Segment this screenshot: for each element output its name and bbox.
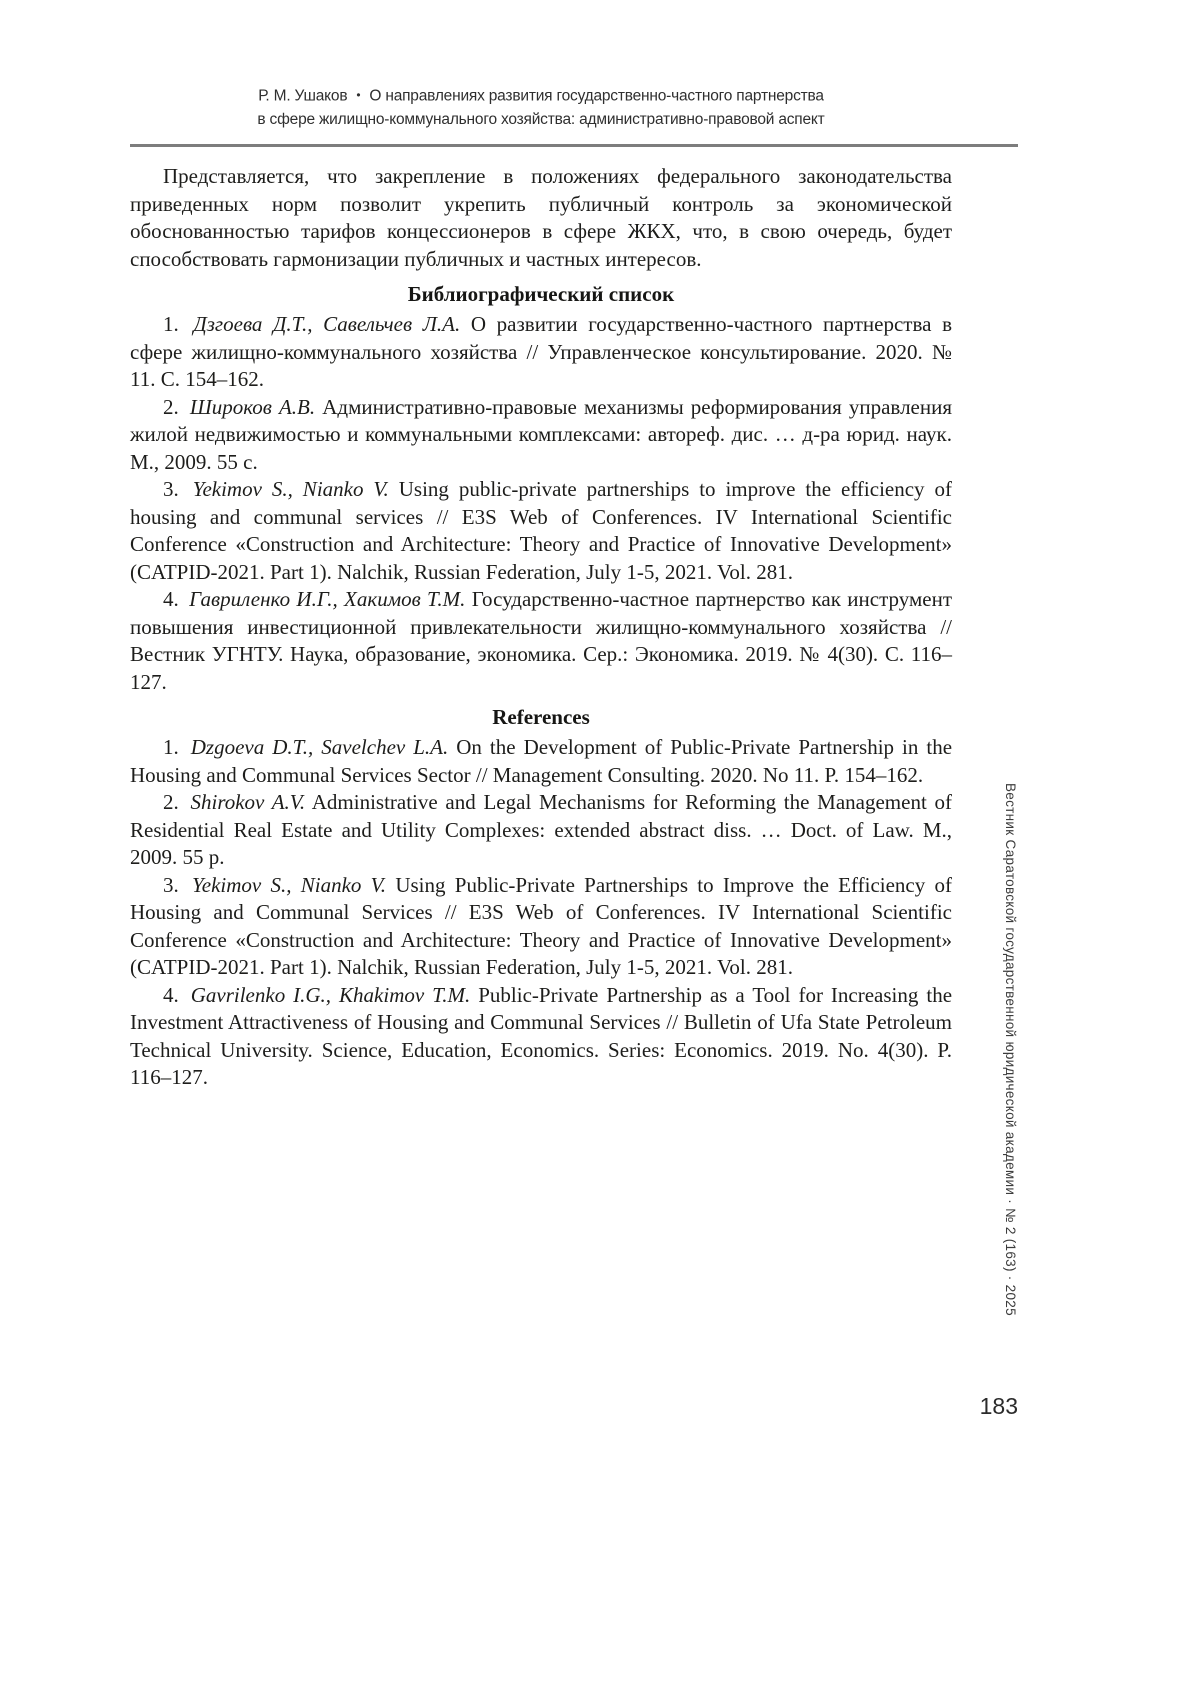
ref-text: Public-Private Partnership as a Tool for Increasing the Investment Attractiveness of Housing and Communal Services // Bulletin of Ufa State Petroleum Technical University. Science, Education, Economics. Series: Economics. 2019. No. 4(30). P. 116–127. [130, 982, 953, 1089]
ref-number: 1. [163, 735, 179, 759]
ref-text: Using public-private partnerships to improve the efficiency of housing and communal services // E3S Web of Conferences. IV International Scientific Conference «Construction and Architecture: Theory and Practice of Innovative Development» (CATPID-2021. Part 1). Nalchik, Russian Federation, July 1-5, 2021. Vol. 281. [130, 477, 953, 584]
ref-text: О развитии государственно-частного партнерства в сфере жилищно-коммунального хозяйства // Управленческое консультирование. 2020. № 11. С. 154–162. [130, 312, 952, 391]
page-number: 183 [979, 1393, 1018, 1419]
bibliography-item [130, 311, 952, 394]
running-head-line2 [130, 108, 952, 131]
author-name: Р. М. Ушаков [258, 87, 348, 105]
header-rule [130, 144, 1018, 147]
ref-authors: Гавриленко И.Г., Хакимов Т.М. [189, 587, 466, 611]
bullet-separator: • [356, 88, 361, 102]
ref-number: 3. [163, 872, 179, 897]
ref-number: 2. [163, 790, 179, 814]
reference-item [130, 872, 952, 982]
ref-authors: Shirokov A.V. [190, 790, 306, 814]
bibliography-item [130, 476, 952, 586]
article-content [130, 163, 952, 1092]
running-head-line1 [130, 84, 952, 108]
ref-text: Государственно-частное партнерство как инструмент повышения инвестиционной привлекательности жилищно-коммунального хозяйства // Вестник УГНТУ. Наука, образование, экономика. Сер.: Экономика. 2019. № 4(30). С. 116–127. [130, 587, 952, 694]
lead-paragraph: Представляется, что закрепление в положениях федерального законодательства приведенных норм позволит укрепить публичный контроль за экономической обоснованностью тарифов концессионеров в сфере ЖКХ, что, в свою очередь, будет способствовать гармонизации публичных и частных интересов. [130, 164, 952, 271]
ref-number: 3. [163, 477, 179, 501]
ref-text: Using Public-Private Partnerships to Improve the Efficiency of Housing and Communal Services // E3S Web of Conferences. IV International Scientific Conference «Construction and Architecture: Theory and Practice of Innovative Development» (CATPID-2021. Part 1). Nalchik, Russian Federation, July 1-5, 2021. Vol. 281. [130, 872, 952, 979]
journal-spine-text: Вестник Саратовской государственной юридической академии · № 2 (163) · 2025 [1003, 783, 1018, 1316]
article-title-part1: О направлениях развития государственно-частного партнерства [369, 87, 824, 105]
running-head [130, 84, 952, 131]
references-heading: References [492, 705, 590, 729]
reference-item [130, 734, 952, 789]
ref-text: Административно-правовые механизмы реформирования управления жилой недвижимостью и коммунальными комплексами: автореф. дис. … д-ра юрид. наук. М., 2009. 55 с. [130, 394, 953, 474]
ref-authors: Dzgoeva D.T., Savelchev L.A. [190, 735, 449, 759]
ref-number: 2. [163, 394, 179, 419]
ref-authors: Yekimov S., Nianko V. [192, 477, 389, 501]
ref-authors: Yekimov S., Nianko V. [192, 872, 387, 897]
ref-number: 4. [163, 587, 179, 611]
ref-text: Administrative and Legal Mechanisms for Reforming the Management of Residential Real Estate and Utility Complexes: extended abstract diss. … Doct. of Law. M., 2009. 55 p. [130, 790, 953, 869]
ref-text: On the Development of Public-Private Partnership in the Housing and Communal Services Sector // Management Consulting. 2020. No 11. P. 154–162. [130, 735, 953, 787]
ref-authors: Широков А.В. [189, 394, 316, 419]
ref-authors: Дзгоева Д.Т., Савельчев Л.А. [193, 312, 461, 336]
ref-number: 1. [163, 312, 179, 336]
article-title-part2: в сфере жилищно-коммунального хозяйства: административно-правовой аспект [257, 110, 825, 128]
bibliography-item [130, 394, 952, 477]
reference-item [130, 789, 952, 872]
bibliography-item [130, 586, 952, 696]
reference-item [130, 982, 952, 1092]
bibliography-heading: Библиографический список [407, 282, 675, 306]
ref-number: 4. [163, 982, 179, 1007]
ref-authors: Gavrilenko I.G., Khakimov T.M. [190, 982, 471, 1007]
